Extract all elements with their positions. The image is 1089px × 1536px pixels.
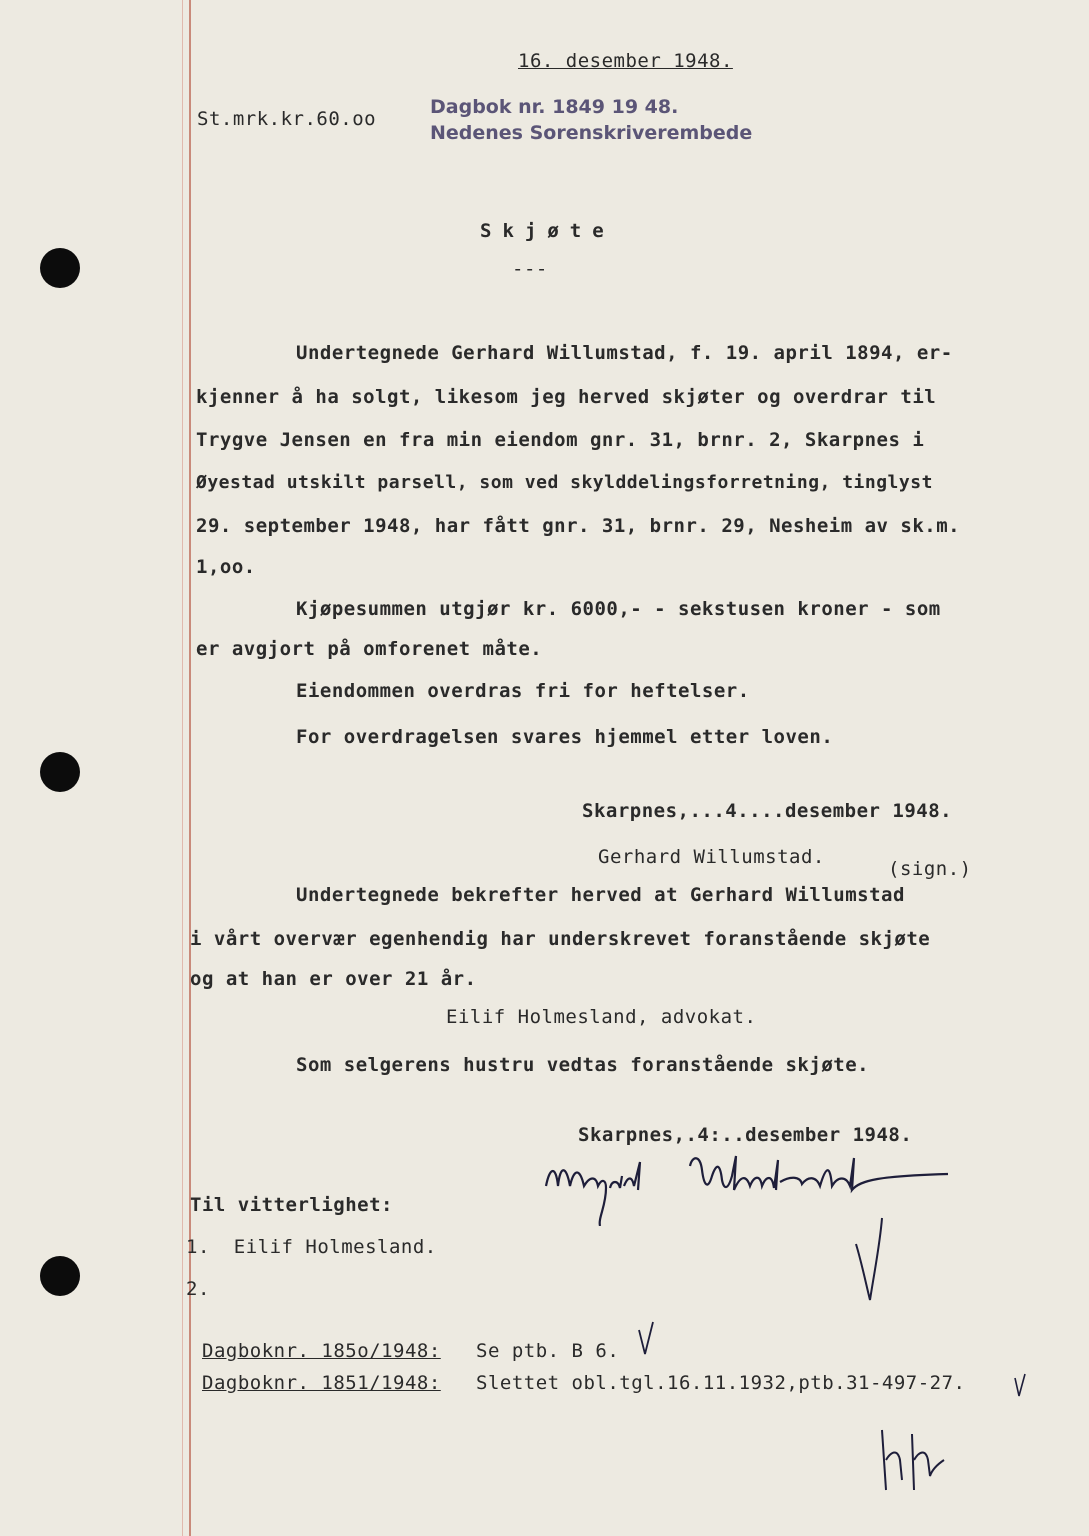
attest-heading: Til vitterlighet: — [190, 1194, 393, 1216]
document-title: Skjøte — [480, 220, 615, 242]
body-line: 1,oo. — [196, 556, 256, 578]
dagbok-ref: Dagboknr. 185o/1948: — [202, 1340, 441, 1362]
body-line: 29. september 1948, har fått gnr. 31, brnr. 29, Nesheim av sk.m. — [196, 515, 961, 537]
spouse-signature-handwritten — [540, 1146, 960, 1226]
punch-hole — [40, 1256, 80, 1296]
witness-line: og at han er over 21 år. — [190, 968, 477, 990]
body-line: Trygve Jensen en fra min eiendom gnr. 31, brnr. 2, Skarpnes i — [196, 429, 925, 451]
spouse-consent: Som selgerens hustru vedtas foranstående skjøte. — [296, 1054, 870, 1076]
dagbok-note: Se ptb. B 6. — [476, 1340, 620, 1362]
punch-hole — [40, 248, 80, 288]
stamp-fee: St.mrk.kr.60.oo — [197, 108, 377, 130]
witness-line: i vårt overvær egenhendig har underskrevet foranstående skjøte — [190, 928, 931, 950]
check-mark-icon — [1012, 1370, 1028, 1400]
initials-handwritten — [872, 1420, 952, 1500]
margin-rule — [182, 0, 183, 1536]
title-underline: --- — [512, 258, 548, 280]
body-line: Kjøpesummen utgjør kr. 6000,- - sekstusen kroner - som — [296, 598, 941, 620]
body-line: For overdragelsen svares hjemmel etter loven. — [296, 726, 834, 748]
place-date: Skarpnes,...4....desember 1948. — [582, 800, 953, 822]
body-line: er avgjort på omforenet måte. — [196, 638, 543, 660]
witness-name: Eilif Holmesland, advokat. — [446, 1006, 757, 1028]
punch-hole — [40, 752, 80, 792]
initials-text: Hh — [872, 1498, 874, 1499]
document-date: 16. desember 1948. — [518, 50, 733, 72]
spouse-signature-text: Margit Willumstad — [540, 1224, 551, 1225]
registry-stamp-line1: Dagbok nr. 1849 19 48. — [430, 96, 679, 118]
attest-witness-2: 2. — [186, 1278, 210, 1300]
sign-note: (sign.) — [888, 858, 972, 880]
dagbok-note: Slettet obl.tgl.16.11.1932,ptb.31-497-27. — [476, 1372, 966, 1394]
attest-witness-1: 1. Eilif Holmesland. — [186, 1236, 437, 1258]
check-mark-icon — [636, 1318, 656, 1358]
margin-rule — [189, 0, 191, 1536]
witness-line: Undertegnede bekrefter herved at Gerhard Willumstad — [296, 884, 905, 906]
body-line: Øyestad utskilt parsell, som ved skylddelingsforretning, tinglyst — [196, 472, 933, 493]
place-date: Skarpnes,.4:..desember 1948. — [578, 1124, 913, 1146]
body-line: Undertegnede Gerhard Willumstad, f. 19. april 1894, er- — [296, 342, 953, 364]
body-line: Eiendommen overdras fri for heftelser. — [296, 680, 750, 702]
check-mark-icon — [852, 1214, 888, 1304]
seller-signature: Gerhard Willumstad. — [598, 846, 825, 868]
dagbok-ref: Dagboknr. 1851/1948: — [202, 1372, 441, 1394]
body-line: kjenner å ha solgt, likesom jeg herved skjøter og overdrar til — [196, 386, 937, 408]
registry-stamp-line2: Nedenes Sorenskriverembede — [430, 122, 753, 144]
